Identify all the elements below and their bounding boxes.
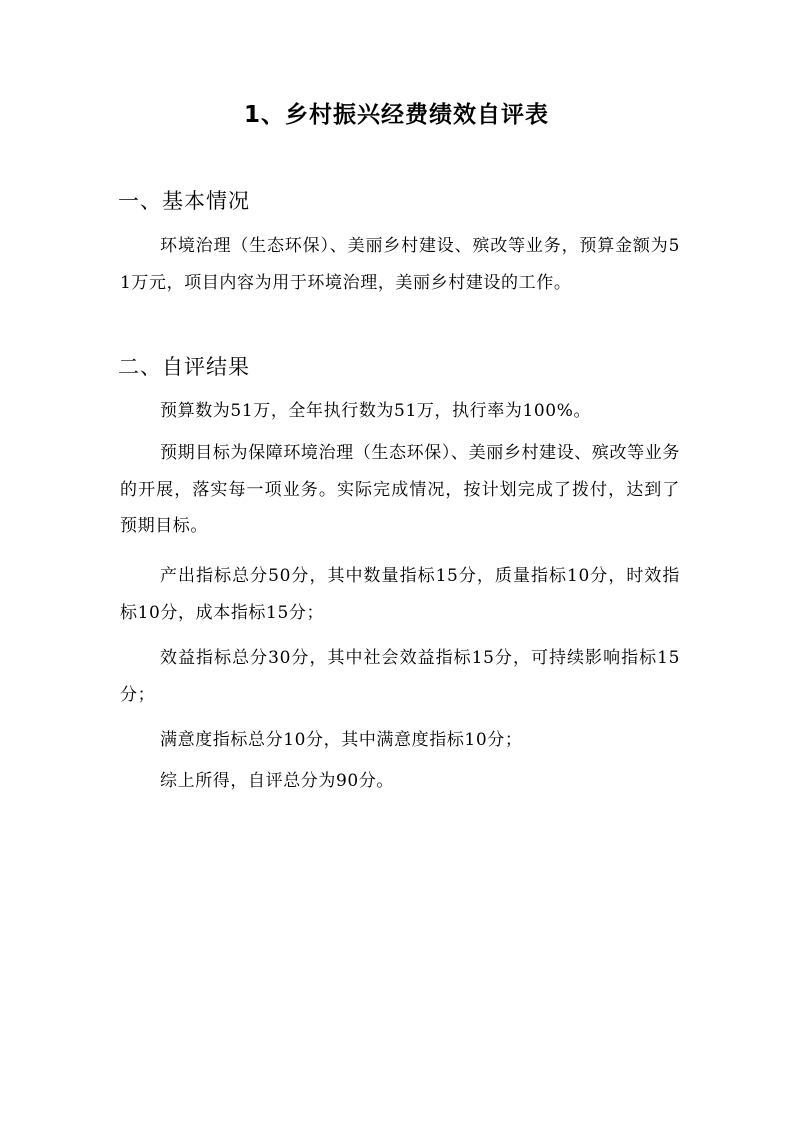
section-heading-self-evaluation: 二、自评结果 [118, 355, 250, 379]
paragraph-expected-goals: 预期目标为保障环境治理（生态环保）、美丽乡村建设、殡改等业务的开展，落实每一项业务。实际完成情况，按计划完成了拨付，达到了预期目标。 [120, 443, 680, 536]
paragraph-output-indicators: 产出指标总分50分，其中数量指标15分，质量指标10分，时效指标10分，成本指标15分； [120, 566, 680, 623]
section-heading-basic-info: 一、基本情况 [118, 189, 250, 213]
paragraph-benefit-indicators: 效益指标总分30分，其中社会效益指标15分，可持续影响指标15分； [120, 648, 680, 705]
paragraph-total-score: 综上所得，自评总分为90分。 [160, 771, 395, 791]
paragraph-satisfaction-indicators: 满意度指标总分10分，其中满意度指标10分； [160, 730, 523, 750]
document-title: 1、乡村振兴经费绩效自评表 [243, 102, 549, 128]
paragraph-basic-info: 环境治理（生态环保）、美丽乡村建设、殡改等业务，预算金额为51万元，项目内容为用于环境治理，美丽乡村建设的工作。 [120, 236, 680, 293]
paragraph-budget-execution: 预算数为51万，全年执行数为51万，执行率为100%。 [160, 401, 592, 421]
